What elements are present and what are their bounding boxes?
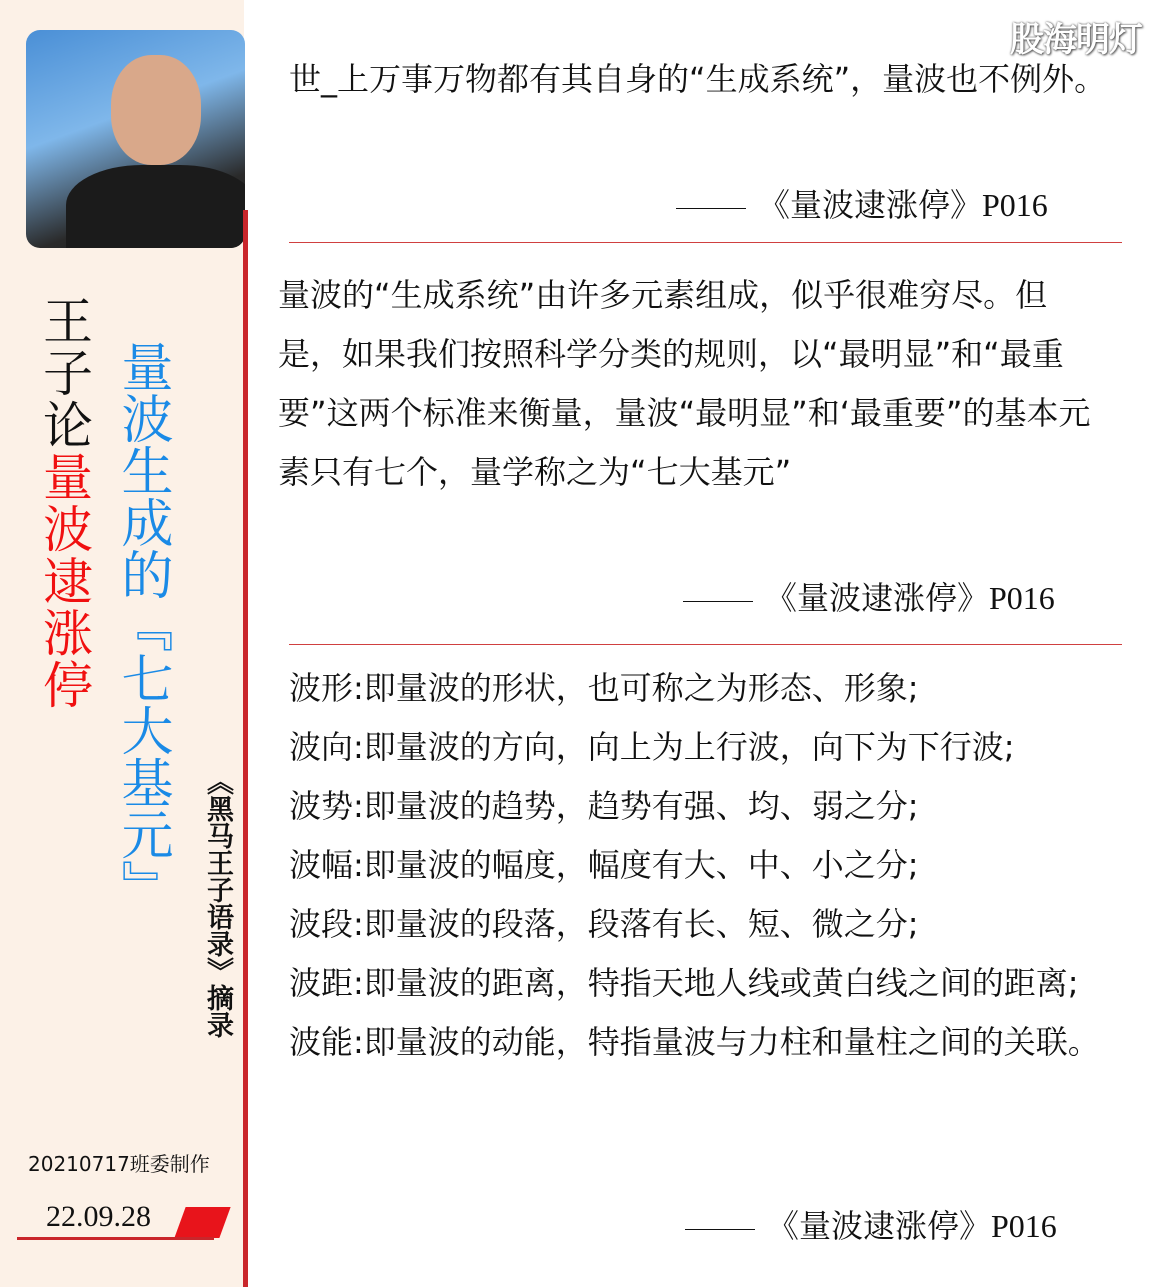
subtitle: 量波生成的『七大基元』 [112,340,172,912]
separator [289,644,1122,645]
list-item: 波能:即量波的动能，特指量波与力柱和量柱之间的关联。 [289,1023,1100,1061]
list-item: 波势:即量波的趋势，趋势有强、均、弱之分; [289,787,919,825]
series-title [35,295,93,711]
list-item: 波幅:即量波的幅度，幅度有大、中、小之分; [289,846,919,884]
logo: 股海明灯 [1010,20,1142,60]
date-underline [17,1237,214,1240]
maker-label: 20210717班委制作 [28,1152,210,1176]
quote-2-source: 《量波逮涨停》P016 [683,573,1055,619]
book-source: 《黑马王子语录》摘录 [202,768,233,1038]
sidebar [0,0,244,1287]
title-red: 量波逮涨停 [35,451,93,711]
list-item: 波距:即量波的距离，特指天地人线或黄白线之间的距离; [289,964,1079,1002]
title-black: 王子论 [35,295,93,451]
date-label: 22.09.28 [46,1200,151,1233]
quote-1: 世_上万事万物都有其自身的“生成系统”，量波也不例外。 [289,60,1107,98]
elements-list [289,659,1139,1072]
quote-3-source: 《量波逮涨停》P016 [685,1201,1057,1247]
author-photo [26,30,245,248]
divider-red [243,210,248,1287]
red-flag-decoration [174,1207,230,1238]
quote-1-source: 《量波逮涨停》P016 [676,180,1048,226]
list-item: 波向:即量波的方向，向上为上行波，向下为下行波; [289,728,1015,766]
list-item: 波段:即量波的段落，段落有长、短、微之分; [289,905,919,943]
list-item: 波形:即量波的形状，也可称之为形态、形象; [289,669,919,707]
separator [289,242,1122,243]
quote-2: 量波的“生成系统”由许多元素组成，似乎很难穷尽。但是，如果我们按照科学分类的规则，以“最明显”和“最重要”这两个标准来衡量，量波“最明显”和‘最重要”的基本元素只有七个，量学称之为“七大基元” [278,276,1091,491]
